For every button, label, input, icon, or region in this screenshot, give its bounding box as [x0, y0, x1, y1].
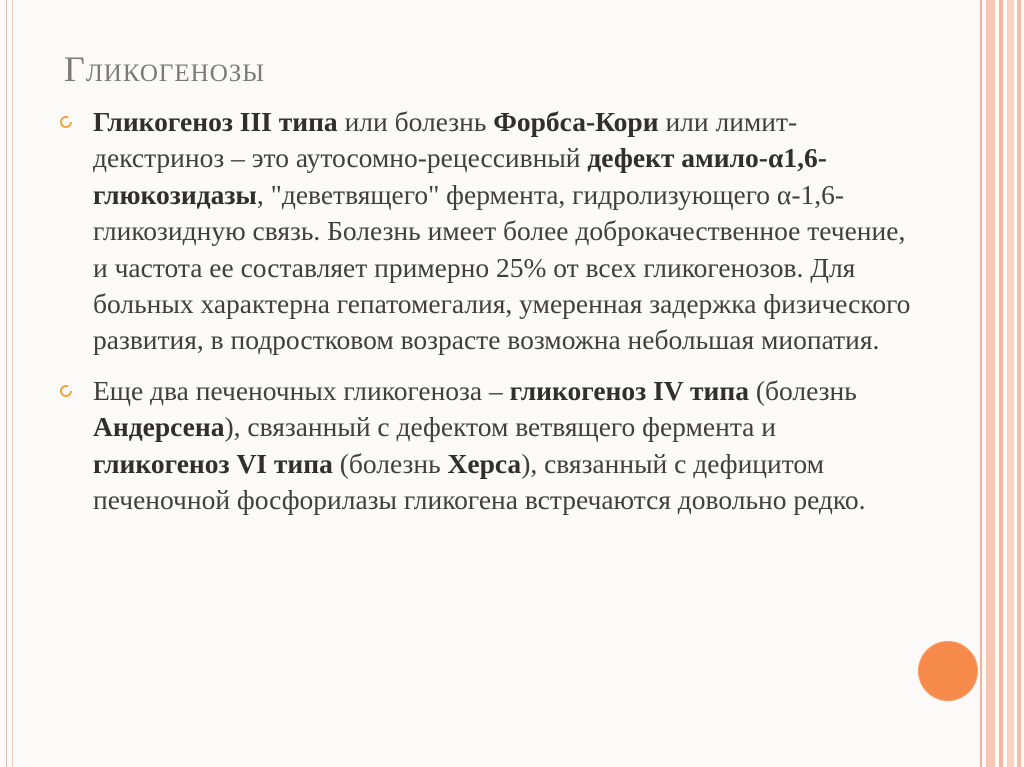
- bullet-item: [58, 104, 918, 359]
- bold-term: гликогеноз IV типа: [509, 374, 749, 406]
- bullet-circle-icon: [60, 116, 72, 128]
- bold-term: Форбса-Кори: [493, 106, 659, 137]
- text-run: ), связанный с дефицитом печеночной фосфорилазы гликогена встречаются довольно редко.: [93, 447, 866, 516]
- bullet-text: [93, 106, 910, 355]
- text-run: Еще два печеночных гликогеноза –: [93, 374, 510, 406]
- bold-term: Херса: [447, 447, 522, 479]
- right-decor-stripe: [986, 0, 995, 767]
- bold-term: Андерсена: [93, 411, 225, 443]
- left-frame-line-inner: [12, 0, 13, 767]
- right-decor-stripe: [1017, 0, 1021, 767]
- bullet-item: [58, 373, 918, 519]
- bullet-text: [93, 375, 866, 515]
- bold-term: гликогеноз VI типа: [93, 447, 333, 479]
- bold-term: дефект амило-α1,6-глюкозидазы: [93, 142, 827, 210]
- slide-body: [58, 104, 918, 532]
- text-run: (болезнь: [332, 447, 448, 479]
- left-frame-line: [6, 0, 7, 767]
- bold-term: Гликогеноз III типа: [93, 106, 338, 137]
- text-run: ), связанный с дефектом ветвящего фермента и: [224, 411, 776, 443]
- text-run: или болезнь: [337, 106, 494, 137]
- right-decor-stripe: [980, 0, 982, 767]
- text-run: (болезнь: [748, 374, 857, 406]
- bullet-circle-icon: [60, 385, 72, 397]
- slide-title: Гликогенозы: [64, 49, 266, 89]
- text-run: или лимит-декстриноз – это аутосомно-рецессивный: [93, 106, 798, 174]
- right-decor-stripe: [1007, 0, 1014, 767]
- right-decor-stripe: [999, 0, 1003, 767]
- decorative-circle: [918, 641, 978, 701]
- text-run: , "деветвящего" фермента, гидролизующего α-1,6-гликозидную связь. Болезнь имеет более доброкачественное течение, и частота ее составляет примерно 25% от всех гликогенозов. Для больных характерна гепатомегалия, умеренная задержка физического развития, в подростковом возрасте возможна небольшая миопатия.: [93, 178, 911, 356]
